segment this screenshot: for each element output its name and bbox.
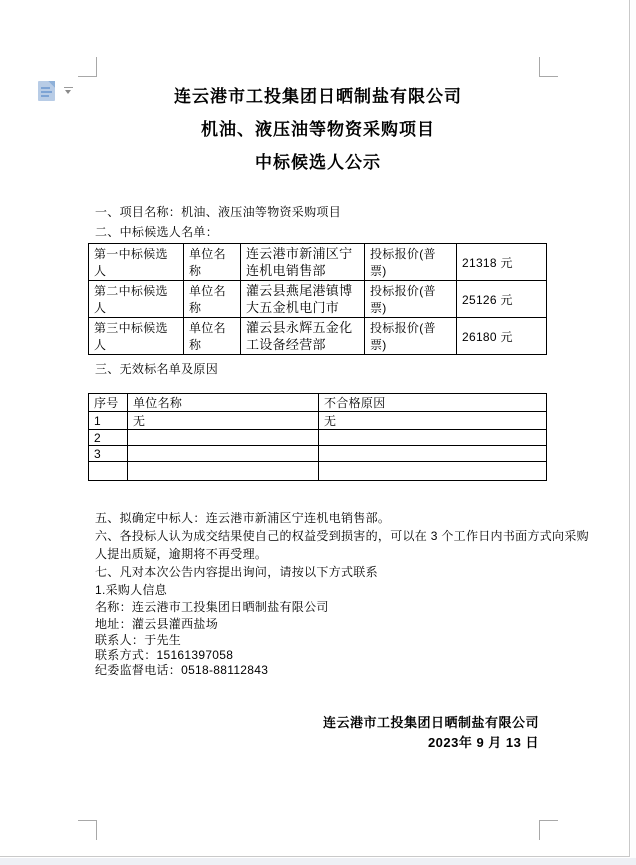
table-row [89,412,547,430]
table-row [89,430,547,446]
section-inquiry: 七、凡对本次公告内容提出询问，请按以下方式联系 [95,565,378,579]
candidate-rank: 第三中标候选人 [89,318,184,355]
table-row [89,244,547,281]
row-index: 2 [89,430,128,446]
canvas-background [0,858,636,865]
title-company: 连云港市工投集团日晒制盐有限公司 [174,87,462,106]
unit-label: 单位名称 [184,281,241,318]
section-proposed-winner: 五、拟确定中标人：连云港市新浦区宁连机电销售部。 [95,511,391,525]
candidate-company: 灌云县燕尾港镇博大五金机电门市 [241,281,365,318]
table-row [89,281,547,318]
row-index [89,462,128,481]
candidate-company: 灌云县永辉五金化工设备经营部 [241,318,365,355]
section-project-name: 一、项目名称：机油、液压油等物资采购项目 [95,205,342,219]
price-label: 投标报价(普票) [365,281,457,318]
unit-label: 单位名称 [184,244,241,281]
price-value: 21318 元 [457,244,547,281]
candidate-rank: 第一中标候选人 [89,244,184,281]
unit-label: 单位名称 [184,318,241,355]
signature-company: 连云港市工投集团日晒制盐有限公司 [322,715,539,730]
table-row [89,318,547,355]
row-unit: 无 [128,412,319,430]
supervision-phone: 纪委监督电话：0518-88112843 [95,663,269,677]
col-header-reason: 不合格原因 [319,394,547,412]
row-index: 1 [89,412,128,430]
buyer-info-heading: 1.采购人信息 [95,583,168,597]
title-project: 机油、液压油等物资采购项目 [201,120,435,139]
table-row [89,462,547,481]
candidates-table [88,243,547,355]
signature-date: 2023年 9 月 13 日 [427,735,539,750]
buyer-address: 地址：灌云县灌西盐场 [95,617,219,631]
col-header-index: 序号 [89,394,128,412]
crop-mark-bottom-left [78,820,97,840]
price-value: 25126 元 [457,281,547,318]
chevron-down-icon[interactable] [64,87,73,95]
page-right-margin [631,0,636,858]
table-row [89,446,547,462]
section-objection-line1: 六、各投标人认为成交结果使自己的权益受到损害的，可以在 3 个工作日内书面方式向采购 [95,529,589,543]
candidate-rank: 第二中标候选人 [89,281,184,318]
row-reason: 无 [319,412,547,430]
section-candidate-list-heading: 二、中标候选人名单： [95,225,219,239]
paste-document-icon [38,81,55,101]
paste-options-button[interactable] [36,80,78,104]
price-value: 26180 元 [457,318,547,355]
document-title-block [97,80,539,179]
row-unit [128,446,319,462]
section-invalid-bids-heading: 三、无效标名单及原因 [95,362,219,376]
row-reason [319,430,547,446]
row-reason [319,446,547,462]
price-label: 投标报价(普票) [365,244,457,281]
table-header-row [89,394,547,412]
price-label: 投标报价(普票) [365,318,457,355]
row-index: 3 [89,446,128,462]
row-unit [128,430,319,446]
contact-person: 联系人：于先生 [95,633,182,647]
row-unit [128,462,319,481]
crop-mark-top-left [78,57,97,77]
buyer-name: 名称：连云港市工投集团日晒制盐有限公司 [95,600,329,614]
col-header-unit: 单位名称 [128,394,319,412]
invalid-bids-table [88,393,547,481]
candidate-company: 连云港市新浦区宁连机电销售部 [241,244,365,281]
crop-mark-top-right [539,57,558,77]
contact-phone: 联系方式：15161397058 [95,648,234,662]
title-announcement: 中标候选人公示 [255,153,381,172]
section-objection-line2: 人提出质疑，逾期将不再受理。 [95,547,268,561]
row-reason [319,462,547,481]
crop-mark-bottom-right [539,820,558,840]
